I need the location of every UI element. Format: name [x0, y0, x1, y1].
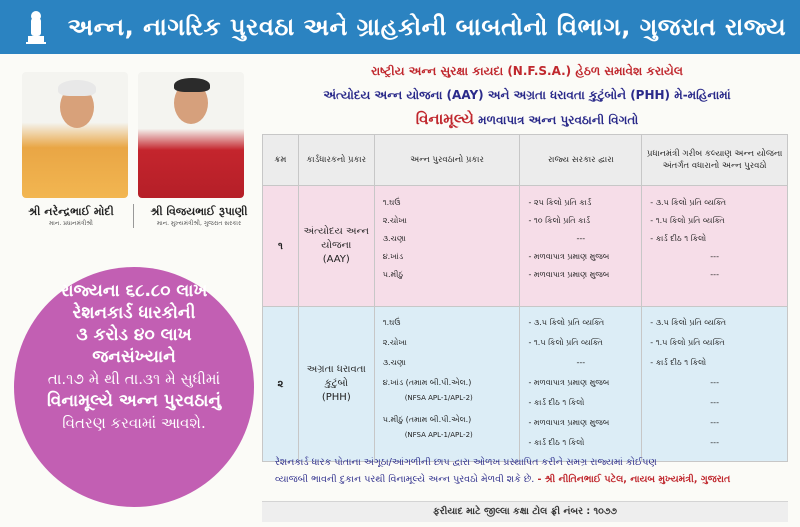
leader-photo-2 — [138, 72, 244, 198]
state-value: - મળવાપાત્ર પ્રમાણ મુજબ — [528, 378, 610, 387]
state-value: - ૧૦ કિલો પ્રતિ કાર્ડ — [528, 216, 591, 225]
pmgkay-value: --- — [710, 378, 719, 387]
free-highlight: વિનામૂલ્યે — [415, 110, 474, 128]
header-cell: કાર્ડધારકનો પ્રકાર — [298, 135, 374, 186]
item-sub: (NFSA APL-1/APL-2) — [404, 394, 473, 402]
state-emblem-icon — [22, 8, 50, 46]
card-code: (AAY) — [322, 254, 350, 265]
pmgkay-value: - ૧.૫ કિલો પ્રતિ વ્યક્તિ — [650, 216, 725, 225]
card-type: અંત્યોદય અન્ન યોજના — [303, 226, 369, 251]
pmgkay-value: - ૧.૫ કિલો પ્રતિ વ્યક્તિ — [650, 338, 725, 347]
footer-note-line-1: રેશનકાર્ડ ધારક પોતાના અંગૂઠા/આંગળીની છાપ દ્વારા ઓળખ પ્રસ્થાપિત કરીને સમગ્ર રાજ્યમાં કોઈપણ — [275, 457, 657, 468]
announcement-line: જનસંખ્યાને — [92, 347, 176, 367]
pmgkay-value: - કાર્ડ દીઠ ૧ કિલો — [650, 234, 707, 243]
header-cell: પ્રધાનમંત્રી ગરીબ કલ્યાણ અન્ન યોજના અંતર્ગત વધારાનો અન્ન પુરવઠો — [642, 135, 788, 186]
subtitle-line-1: રાષ્ટ્રીય અન્ન સુરક્ષા કાયદા (N.F.S.A.) હેઠળ સમાવેશ કરાયેલ — [371, 64, 683, 78]
items-cell — [374, 307, 520, 462]
pmgkay-value: --- — [710, 418, 719, 427]
announcement-line: રેશનકાર્ડ ધારકોની — [72, 303, 196, 323]
leader-name-1: શ્રી નરેન્દ્રભાઈ મોદી — [28, 205, 114, 218]
item: ૨.ચોખા — [382, 338, 407, 347]
leader-photo-1 — [22, 72, 128, 198]
state-cell — [520, 186, 642, 307]
item: ૫.મીઠું — [382, 270, 404, 279]
pmgkay-value: --- — [710, 252, 719, 261]
announcement-text — [18, 280, 250, 434]
pmgkay-value: --- — [710, 398, 719, 407]
item: ૧.ઘઉં — [382, 198, 401, 207]
item-row — [375, 410, 520, 430]
announcement-line: વિતરણ કરવામાં આવશે. — [62, 414, 206, 432]
item: ૪.ખાંડ — [382, 252, 404, 261]
row-number: ૧ — [263, 186, 299, 307]
table-row — [263, 307, 788, 462]
table-header-row — [263, 135, 788, 186]
footer-note-text: વ્યાજબી ભાવની દુકાન પરથી વિનામૂલ્યે અન્ન પુરવઠો મેળવી શકે છે. — [275, 474, 535, 485]
hair-shape — [174, 78, 210, 92]
footer-note-line-2 — [275, 474, 790, 485]
state-value: --- — [576, 234, 586, 243]
tollfree-bar: ફરીયાદ માટે જીલ્લા કક્ષા ટોલ ફ્રી નંબર : ૧૦૭૭ — [262, 501, 788, 522]
item-sub: (NFSA APL-1/APL-2) — [404, 431, 473, 439]
divider — [133, 204, 134, 228]
state-value: - ૨૫ કિલો પ્રતિ કાર્ડ — [528, 198, 592, 207]
row-number: ૨ — [263, 307, 299, 462]
footer-attribution: - શ્રી નીતિનભાઈ પટેલ, નાયબ મુખ્યમંત્રી, ગુજરાત — [534, 474, 731, 485]
state-value: - મળવાપાત્ર પ્રમાણ મુજબ — [528, 270, 610, 279]
state-value: - કાર્ડ દીઠ ૧ કિલો — [528, 438, 585, 447]
item: ૨.ચોખા — [382, 216, 407, 225]
pmgkay-cell — [642, 186, 788, 307]
item: ૪.ખાંડ — [382, 378, 404, 387]
pmgkay-value: --- — [710, 270, 719, 279]
item: ૩.ચણા — [382, 358, 406, 367]
state-value: - ૩.૫ કિલો પ્રતિ વ્યક્તિ — [528, 318, 605, 327]
announcement-line: રાજ્યના ૬૮.૮૦ લાખ — [60, 281, 208, 301]
pmgkay-value: --- — [710, 438, 719, 447]
ration-table — [262, 134, 788, 462]
items-cell — [374, 186, 520, 307]
header-cell: રાજ્ય સરકાર દ્વારા — [520, 135, 642, 186]
state-value: --- — [576, 358, 586, 367]
card-type-cell — [298, 307, 374, 462]
announcement-line: તા.૧૭ મે થી તા.૩૧ મે સુધીમાં — [47, 370, 221, 388]
pmgkay-cell — [642, 307, 788, 462]
leader-designation-2: માન. મુખ્યમંત્રીશ્રી, ગુજરાત સરકાર — [156, 220, 242, 227]
subtitle-line-2: અંત્યોદય અન્ન યોજના (AAY) અને અગ્રતા ધરાવતા કુટુંબોને (PHH) મે-મહિનામાં — [323, 88, 731, 102]
leader-designation-1: માન. પ્રધાનમંત્રીશ્રી — [49, 220, 93, 227]
state-value: - મળવાપાત્ર પ્રમાણ મુજબ — [528, 252, 610, 261]
header-cell: અન્ન પુરવઠાનો પ્રકાર — [374, 135, 520, 186]
subtitle-line-3 — [262, 110, 792, 128]
card-type-cell — [298, 186, 374, 307]
card-type: અગ્રતા ધરાવતા કુટુંબો — [306, 364, 366, 389]
item: ૩.ચણા — [382, 234, 406, 243]
pmgkay-value: - ૩.૫ કિલો પ્રતિ વ્યક્તિ — [650, 318, 727, 327]
hair-shape — [58, 80, 96, 96]
page-title: અન્ન, નાગરિક પુરવઠા અને ગ્રાહકોની બાબતોનો વિભાગ, ગુજરાત રાજ્ય — [67, 13, 787, 41]
header-cell: ક્રમ — [263, 135, 299, 186]
announcement-line: ૩ કરોડ ૪૦ લાખ — [76, 325, 192, 345]
state-value: - ૧.૫ કિલો પ્રતિ વ્યક્તિ — [528, 338, 603, 347]
item-row — [375, 373, 520, 393]
header-banner — [0, 0, 800, 54]
item: ૫.મીઠું — [382, 415, 404, 424]
pmgkay-value: - ૩.૫ કિલો પ્રતિ વ્યક્તિ — [650, 198, 727, 207]
subtitle-line-3-rest: મળવાપાત્ર અન્ન પુરવઠાની વિગતો — [473, 113, 639, 127]
table-row — [263, 186, 788, 307]
item: ૧.ઘઉં — [382, 318, 401, 327]
state-value: - કાર્ડ દીઠ ૧ કિલો — [528, 398, 585, 407]
leader-name-2: શ્રી વિજયભાઈ રૂપાણી — [150, 205, 248, 218]
announcement-line: વિનામૂલ્યે અન્ન પુરવઠાનું — [46, 391, 222, 411]
item-qualifier: (તમામ બી.પી.એલ.) — [405, 378, 472, 387]
pmgkay-value: - કાર્ડ દીઠ ૧ કિલો — [650, 358, 707, 367]
state-cell — [520, 307, 642, 462]
card-code: (PHH) — [321, 392, 351, 403]
state-value: - મળવાપાત્ર પ્રમાણ મુજબ — [528, 418, 610, 427]
item-qualifier: (તમામ બી.પી.એલ.) — [405, 415, 472, 424]
